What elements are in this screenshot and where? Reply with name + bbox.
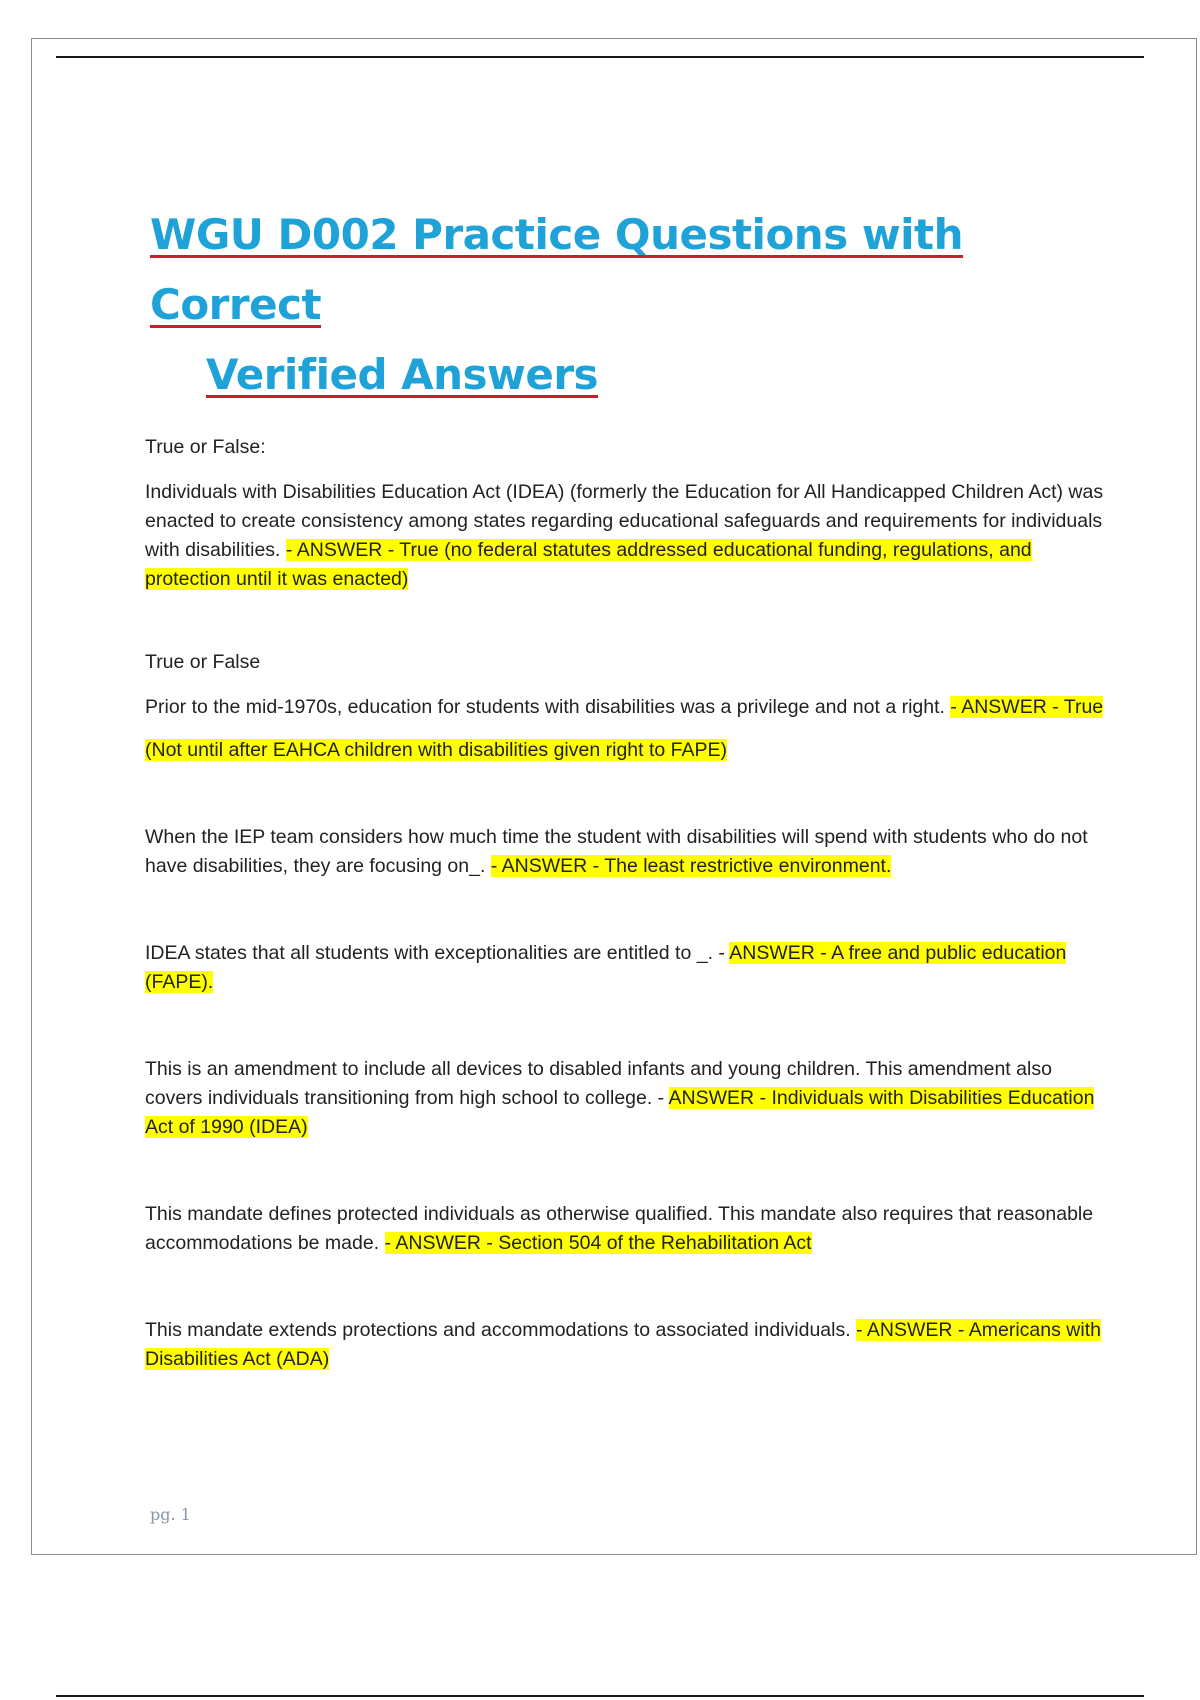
question-text: Prior to the mid-1970s, education for students with disabilities was a privilege and not a right. - ANSWER - True [145, 696, 1104, 718]
question-text: Individuals with Disabilities Education Act (IDEA) (formerly the Education for All Handicapped Children Act) was enacted to create consistency among states regarding educational safeguards and requirements for individuals with disabilities. - ANSWER - True (no federal statutes addressed educational funding, regulations, and protection until it was enacted) [145, 481, 1104, 590]
answer-highlight: - ANSWER - Americans with Disabilities Act (ADA) [145, 1319, 1101, 1370]
question-text: This mandate defines protected individuals as otherwise qualified. This mandate also requires that reasonable accommodations be made. - ANSWER - Section 504 of the Rehabilitation Act [145, 1203, 1094, 1254]
question-item [145, 939, 1105, 997]
question-item [145, 823, 1105, 881]
answer-highlight: - ANSWER - True (no federal statutes addressed educational funding, regulations, and protection until it was enacted) [145, 539, 1032, 590]
answer-highlight: ANSWER - Individuals with Disabilities Education Act of 1990 (IDEA) [145, 1087, 1095, 1138]
question-item [145, 1316, 1105, 1374]
question-text: This is an amendment to include all devices to disabled infants and young children. This amendment also covers individuals transitioning from high school to college. - ANSWER - Individuals with Disabilities Education Act of 1990 (IDEA) [145, 1058, 1095, 1138]
answer-highlight: - ANSWER - True [950, 696, 1104, 718]
title-line-1: WGU D002 Practice Questions with Correct [150, 210, 964, 329]
document-title [150, 200, 1090, 410]
answer-highlight: - ANSWER - The least restrictive environment. [490, 855, 892, 877]
answer-highlight: ANSWER - A free and public education (FAPE). [145, 942, 1067, 993]
question-item [145, 1055, 1105, 1142]
page-number: pg. 1 [150, 1505, 191, 1524]
question-text: When the IEP team considers how much time the student with disabilities will spend with students who do not have disabilities, they are focusing on_. - ANSWER - The least restrictive environment. [145, 826, 1088, 877]
answer-highlight: - ANSWER - Section 504 of the Rehabilitation Act [384, 1232, 812, 1254]
bottom-rule [56, 1695, 1144, 1697]
title-line-2: Verified Answers [206, 350, 599, 399]
question-text: IDEA states that all students with exceptionalities are entitled to _. - ANSWER - A free and public education (FAPE). [145, 942, 1067, 993]
question-label: True or False [145, 651, 261, 673]
question-label: True or False: [145, 436, 266, 458]
question-text: This mandate extends protections and accommodations to associated individuals. - ANSWER - Americans with Disabilities Act (ADA) [145, 1319, 1101, 1370]
top-rule [56, 56, 1144, 58]
question-item [145, 1200, 1105, 1258]
question-item [145, 433, 1105, 594]
questions-list [145, 433, 1105, 1374]
answer-note: (Not until after EAHCA children with disabilities given right to FAPE) [145, 739, 728, 761]
question-item [145, 648, 1105, 765]
